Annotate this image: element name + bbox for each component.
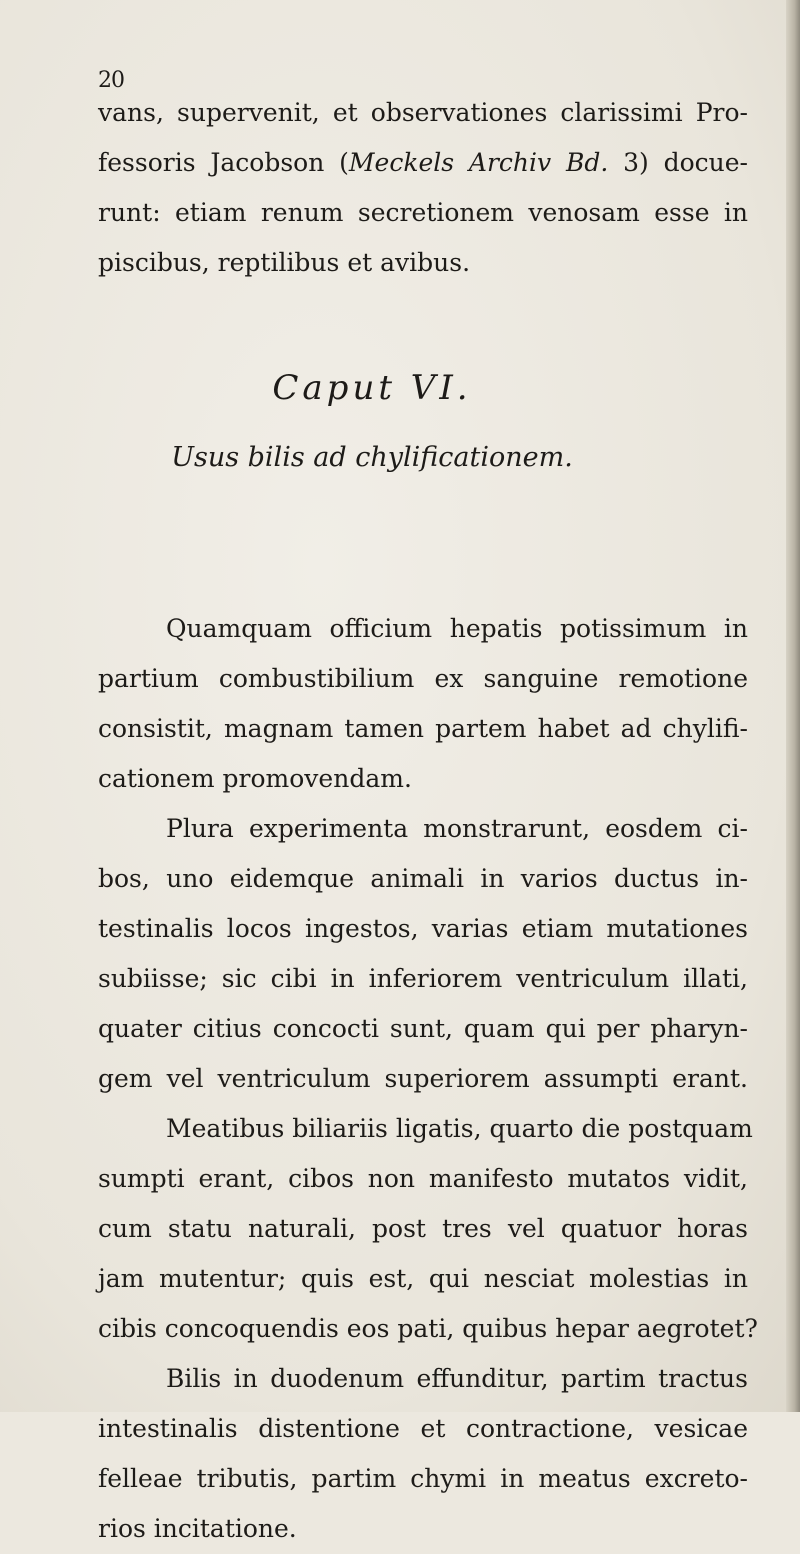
text-line: consistit, magnam tamen partem habet ad chylifi- [98,714,748,743]
text-line: quater citius concocti sunt, quam qui per pharyn- [98,1014,748,1043]
chapter-title: Caput VI. [272,368,472,408]
text-line: vans, supervenit, et observationes clarissimi Pro- [98,98,748,127]
text-line: subiisse; sic cibi in inferiorem ventriculum illati, [98,964,748,993]
text-line: cationem promovendam. [98,764,412,793]
text-line: intestinalis distentione et contractione, vesicae [98,1414,748,1443]
text-line: felleae tributis, partim chymi in meatus excreto- [98,1464,748,1493]
text-line: piscibus, reptilibus et avibus. [98,248,471,277]
intro-paragraph [98,88,748,288]
chapter-subtitle: Usus bilis ad chylificationem. [171,442,573,473]
text-line: sumpti erant, cibos non manifesto mutatos vidit, [98,1164,748,1193]
page-edge [786,0,800,1412]
text-line: cum statu naturali, post tres vel quatuor horas [98,1214,748,1243]
citation: Meckels Archiv Bd. [348,148,609,177]
text-line: bos, uno eidemque animali in varios ductus in- [98,864,748,893]
text-line: runt: etiam renum secretionem venosam esse in [98,198,748,227]
text-line: testinalis locos ingestos, varias etiam mutationes [98,914,748,943]
text-line: Plura experimenta monstrarunt, eosdem ci- [166,814,748,843]
text-line: cibis concoquendis eos pati, quibus hepar aegrotet? [98,1314,758,1343]
text-line: partium combustibilium ex sanguine remotione [98,664,748,693]
page-number: 20 [98,68,124,93]
text-line: Quamquam officium hepatis potissimum in [166,614,748,643]
text-line: gem vel ventriculum superiorem assumpti erant. [98,1064,748,1093]
text-line: jam mutentur; quis est, qui nesciat molestias in [98,1264,748,1293]
text-line: fessoris Jacobson (Meckels Archiv Bd. 3) docue- [98,148,749,177]
text-line: Bilis in duodenum effunditur, partim tractus [166,1364,748,1393]
text-line: Meatibus biliariis ligatis, quarto die postquam [166,1114,753,1143]
text-line: rios incitatione. [98,1514,297,1543]
